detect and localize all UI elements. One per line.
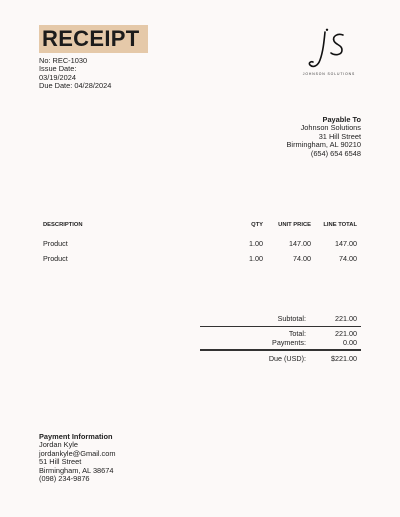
issue-date-label: Issue Date: [39, 64, 77, 74]
receipt-title: RECEIPT [39, 25, 148, 53]
payable-city: Birmingham, AL 90210 [286, 140, 361, 150]
payments-value: 0.00 [343, 338, 357, 347]
table-row [39, 249, 361, 267]
payable-name: Johnson Solutions [300, 123, 361, 133]
totals-divider [200, 326, 361, 327]
payment-information-heading: Payment Information [39, 432, 113, 441]
table-row [39, 231, 361, 249]
payable-to-heading: Payable To [322, 115, 361, 124]
payable-to-block [287, 116, 362, 158]
totals-block [200, 314, 361, 363]
item-qty: 1.00 [249, 238, 263, 248]
payer-city: Birmingham, AL 38674 [39, 465, 114, 475]
subtotal-label: Subtotal: [277, 314, 306, 323]
payer-street: 51 Hill Street [39, 457, 82, 467]
item-unit-price: 74.00 [293, 253, 311, 263]
payer-name: Jordan Kyle [39, 440, 79, 450]
payments-row [200, 338, 361, 347]
item-unit-price: 147.00 [289, 238, 311, 248]
total-label: Total: [288, 329, 306, 338]
logo-tagline: JOHNSON SOLUTIONS [302, 72, 356, 76]
total-value: 221.00 [335, 329, 357, 338]
logo-j-stroke [309, 32, 325, 66]
col-line-total: LINE TOTAL [323, 222, 357, 228]
subtotal-row [200, 314, 361, 323]
due-label: Due (USD): [268, 354, 306, 363]
table-header-row [39, 219, 361, 231]
payable-phone: (654) 654 6548 [310, 148, 361, 158]
due-divider [200, 349, 361, 351]
payer-email: jordankyle@Gmail.com [39, 448, 116, 458]
payable-street: 31 Hill Street [318, 131, 361, 141]
col-unit-price: UNIT PRICE [278, 222, 311, 228]
item-description: Product [43, 253, 68, 263]
receipt-number: No: REC-1030 [39, 56, 88, 65]
issue-date: 03/19/2024 [39, 72, 76, 82]
col-qty: QTY [251, 222, 263, 228]
payment-information-block [39, 433, 116, 483]
item-line-total: 74.00 [339, 253, 357, 263]
line-items-table [39, 219, 361, 267]
item-line-total: 147.00 [335, 238, 357, 248]
total-row [200, 329, 361, 338]
item-description: Product [43, 238, 68, 248]
payer-phone: (098) 234-9876 [39, 474, 90, 484]
due-date: Due Date: 04/28/2024 [39, 81, 112, 91]
col-description: DESCRIPTION [43, 222, 83, 228]
logo-j-dot [326, 29, 328, 31]
company-logo [298, 28, 360, 78]
subtotal-value: 221.00 [335, 314, 357, 323]
item-qty: 1.00 [249, 253, 263, 263]
due-value: $221.00 [331, 354, 357, 363]
due-row [200, 354, 361, 363]
receipt-meta [39, 57, 111, 91]
payments-label: Payments: [272, 338, 306, 347]
logo-s-stroke [331, 34, 343, 54]
